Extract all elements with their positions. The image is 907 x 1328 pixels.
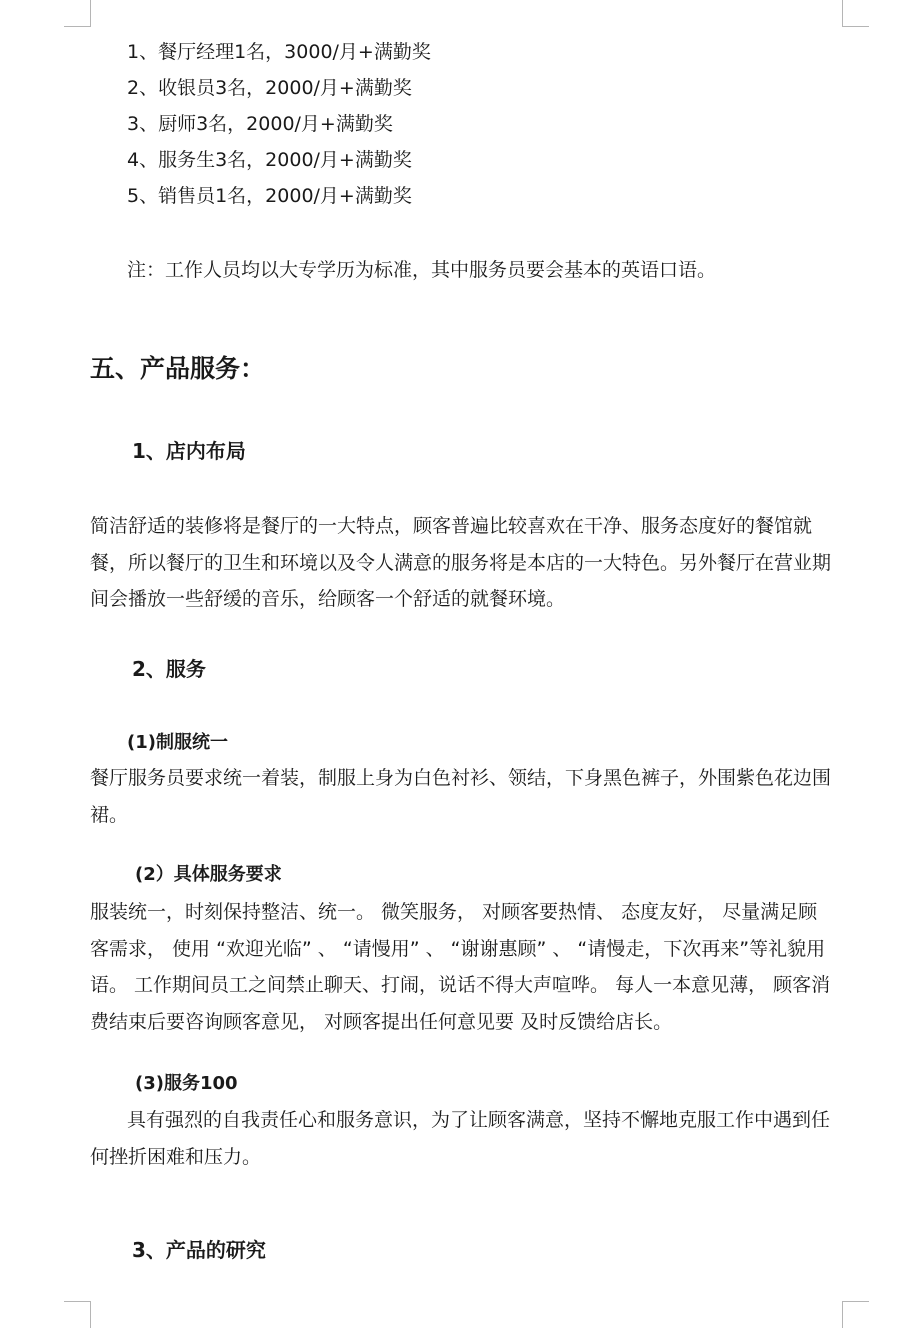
crop-mark-bottom-right <box>842 1301 869 1328</box>
subsection-heading: 3、产品的研究 <box>132 1238 266 1262</box>
service-requirements-paragraph: 服装统一，时刻保持整洁、统一。 微笑服务， 对顾客要热情、 态度友好， 尽量满足顾客需求， 使用 “欢迎光临” 、 “请慢用” 、 “谢谢惠顾” 、 “请慢走，下次再来”等礼貌用语。 工作期间员工之间禁止聊天、打闹，说话不得大声喧哗。 每人一本意见薄， 顾客消费结束后要咨询顾客意见， 对顾客提出任何意见要 及时反馈给店长。 <box>90 901 831 1033</box>
item-heading: (3)服务100 <box>135 1073 238 1094</box>
crop-mark-top-left <box>64 0 91 27</box>
staff-note: 注：工作人员均以大专学历为标准，其中服务员要会基本的英语口语。 <box>127 259 717 281</box>
item-heading: (2）具体服务要求 <box>135 864 282 885</box>
layout-paragraph: 简洁舒适的装修将是餐厅的一大特点，顾客普遍比较喜欢在干净、服务态度好的餐馆就餐，所以餐厅的卫生和环境以及令人满意的服务将是本店的一大特色。另外餐厅在营业期间会播放一些舒缓的音乐，给顾客一个舒适的就餐环境。 <box>90 515 832 610</box>
section-heading: 五、产品服务： <box>90 354 266 383</box>
staff-item: 2、收银员3名，2000/月+满勤奖 <box>127 77 412 99</box>
crop-mark-bottom-left <box>64 1301 91 1328</box>
service-100-paragraph: 具有强烈的自我责任心和服务意识，为了让顾客满意，坚持不懈地克服工作中遇到任何挫折困难和压力。 <box>90 1109 831 1168</box>
staff-item: 3、厨师3名，2000/月+满勤奖 <box>127 113 393 135</box>
crop-mark-top-right <box>842 0 869 27</box>
staff-item: 4、服务生3名，2000/月+满勤奖 <box>127 149 412 171</box>
item-heading: (1)制服统一 <box>127 732 228 753</box>
subsection-heading: 1、店内布局 <box>132 439 246 463</box>
staff-item: 1、餐厅经理1名，3000/月+满勤奖 <box>127 41 431 63</box>
uniform-paragraph: 餐厅服务员要求统一着装，制服上身为白色衬衫、领结，下身黑色裤子，外围紫色花边围裙。 <box>90 767 832 826</box>
subsection-heading: 2、服务 <box>132 657 206 681</box>
staff-item: 5、销售员1名，2000/月+满勤奖 <box>127 185 412 207</box>
